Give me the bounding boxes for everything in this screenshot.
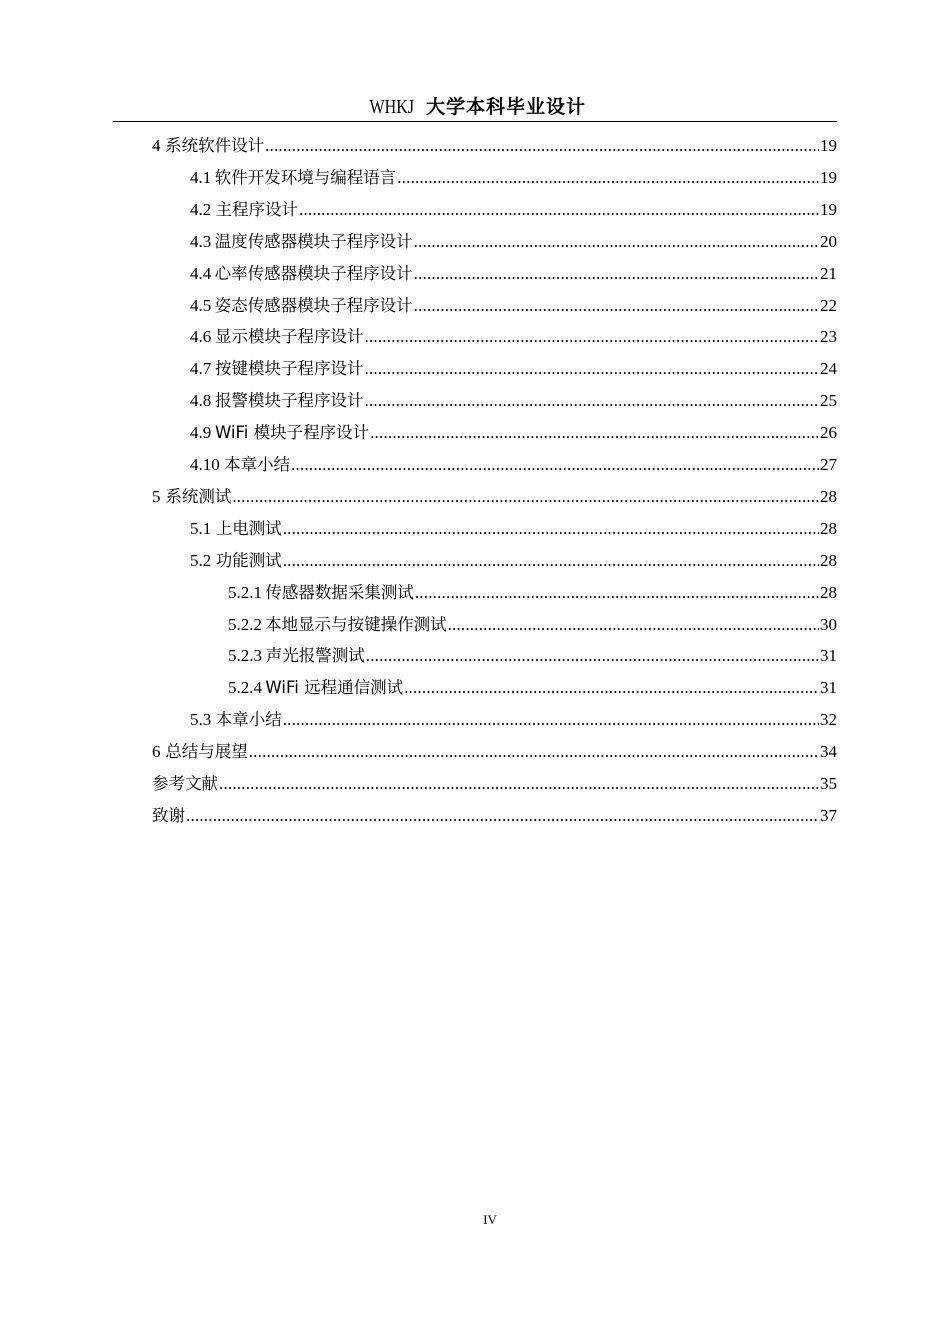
toc-entry-title: 姿态传感器模块子程序设计 <box>214 295 413 315</box>
toc-dot-leader <box>232 481 819 513</box>
toc-entry-page: 28 <box>820 518 837 538</box>
toc-entry[interactable] <box>190 385 837 417</box>
toc-dot-leader <box>366 640 819 672</box>
toc-entry-page: 37 <box>820 805 837 825</box>
header-school-abbrev: WHKJ <box>369 96 414 118</box>
toc-entry[interactable] <box>228 640 837 672</box>
toc-entry-number: 4.7 <box>190 359 212 379</box>
toc-entry-page: 19 <box>820 199 837 219</box>
toc-entry-page: 31 <box>820 678 837 698</box>
toc-entry-number: 4.8 <box>190 391 212 411</box>
toc-entry-number: 6 <box>152 742 161 762</box>
toc-dot-leader <box>283 545 819 577</box>
toc-entry-page: 26 <box>820 423 837 443</box>
toc-entry[interactable] <box>152 130 837 162</box>
toc-entry-page: 30 <box>820 614 837 634</box>
toc-entry-title: 功能测试 <box>215 550 282 570</box>
toc-entry-number: 5.3 <box>190 710 212 730</box>
toc-entry-page: 25 <box>820 391 837 411</box>
toc-dot-leader <box>365 385 820 417</box>
toc-dot-leader <box>186 800 819 832</box>
toc-entry[interactable] <box>190 353 837 385</box>
toc-entry[interactable] <box>152 768 837 800</box>
toc-entry[interactable] <box>190 545 837 577</box>
toc-entry-number: 4.2 <box>190 199 212 219</box>
toc-entry-title: 本章小结 <box>224 455 291 474</box>
header-divider <box>113 121 837 122</box>
toc-entry-title: 按键模块子程序设计 <box>215 359 364 379</box>
page-header <box>113 94 837 120</box>
toc-entry[interactable] <box>190 449 837 481</box>
toc-entry[interactable] <box>190 162 837 194</box>
toc-dot-leader <box>365 353 820 385</box>
toc-entry[interactable] <box>190 417 837 449</box>
toc-entry-number: 4.4 <box>190 263 212 283</box>
toc-entry-page: 24 <box>820 359 837 379</box>
toc-entry-title: 上电测试 <box>215 518 282 538</box>
toc-entry-title: 总结与展望 <box>165 742 248 762</box>
toc-entry-page: 19 <box>820 167 837 187</box>
toc-dot-leader <box>397 162 819 194</box>
toc-entry[interactable] <box>228 577 837 609</box>
toc-entry-page: 23 <box>820 327 837 347</box>
toc-dot-leader <box>414 290 819 322</box>
toc-dot-leader <box>299 194 819 226</box>
toc-entry[interactable] <box>228 609 837 641</box>
toc-entry-number: 5.2.4 <box>228 678 262 698</box>
toc-entry-number: 5.1 <box>190 518 212 538</box>
toc-entry-title: 显示模块子程序设计 <box>215 327 364 347</box>
toc-entry-page: 27 <box>820 455 837 474</box>
page-number: IV <box>483 1212 497 1227</box>
toc-entry-page: 28 <box>820 582 837 602</box>
toc-entry-title: 软件开发环境与编程语言 <box>214 167 397 187</box>
toc-dot-leader <box>414 226 819 258</box>
toc-dot-leader <box>291 449 819 481</box>
toc-entry[interactable] <box>190 226 837 258</box>
toc-dot-leader <box>265 130 819 162</box>
toc-entry-page: 28 <box>820 486 837 506</box>
toc-entry-number: 5.2.1 <box>228 582 262 602</box>
toc-dot-leader <box>448 609 819 641</box>
toc-entry[interactable] <box>190 258 837 290</box>
toc-entry-title: 致谢 <box>152 805 185 825</box>
toc-entry[interactable] <box>190 321 837 353</box>
toc-entry[interactable] <box>190 194 837 226</box>
toc-entry-page: 32 <box>820 710 837 730</box>
toc-entry-title: 心率传感器模块子程序设计 <box>214 263 413 283</box>
toc-entry-title: 传感器数据采集测试 <box>265 582 414 602</box>
toc-entry-number: 4.5 <box>190 295 212 315</box>
toc-dot-leader <box>414 258 819 290</box>
toc-entry-number: 5 <box>152 486 161 506</box>
toc-dot-leader <box>404 672 819 704</box>
toc-entry-title: 主程序设计 <box>215 199 299 219</box>
toc-entry[interactable] <box>152 736 837 768</box>
toc-dot-leader <box>283 513 819 545</box>
toc-entry[interactable] <box>190 513 837 545</box>
toc-dot-leader <box>370 417 819 449</box>
toc-entry[interactable] <box>190 290 837 322</box>
header-title: 大学本科毕业设计 <box>426 96 587 118</box>
toc-entry[interactable] <box>190 704 837 736</box>
toc-entry-number: 4.1 <box>190 167 212 187</box>
toc-entry-title: WiFi 远程通信测试 <box>265 678 404 698</box>
toc-entry-title: 本章小结 <box>215 710 282 730</box>
toc-entry-title: 系统测试 <box>165 486 232 506</box>
toc-dot-leader <box>365 321 820 353</box>
toc-entry[interactable] <box>228 672 837 704</box>
toc-entry-page: 20 <box>820 231 837 251</box>
toc-entry-number: 4.9 <box>190 423 212 443</box>
toc-entry-page: 19 <box>820 136 837 155</box>
toc-entry-title: 声光报警测试 <box>265 646 365 666</box>
toc-entry[interactable] <box>152 800 837 832</box>
toc-entry-number: 4.10 <box>190 455 220 474</box>
toc-dot-leader <box>219 768 819 800</box>
toc-entry-number: 4.6 <box>190 327 212 347</box>
toc-entry-title: 参考文献 <box>152 774 218 793</box>
toc-dot-leader <box>415 577 819 609</box>
toc-entry-page: 35 <box>820 774 837 793</box>
toc-entry-page: 22 <box>820 295 837 315</box>
toc-entry-number: 5.2.3 <box>228 646 262 666</box>
toc-entry-page: 31 <box>820 646 837 666</box>
toc-entry-number: 4.3 <box>190 231 212 251</box>
toc-entry-page: 28 <box>820 550 837 570</box>
toc-entry-title: 报警模块子程序设计 <box>215 391 364 411</box>
toc-entry-title: 系统软件设计 <box>165 136 265 155</box>
toc-entry-number: 5.2 <box>190 550 212 570</box>
toc-entry[interactable] <box>152 481 837 513</box>
toc-entry-title: 温度传感器模块子程序设计 <box>214 231 413 251</box>
toc-entry-title: 本地显示与按键操作测试 <box>265 614 447 634</box>
toc-entry-title: WiFi 模块子程序设计 <box>214 423 370 443</box>
toc-dot-leader <box>283 704 819 736</box>
toc-dot-leader <box>249 736 819 768</box>
toc-entry-page: 21 <box>820 263 837 283</box>
toc-entry-page: 34 <box>820 742 837 762</box>
toc-entry-number: 5.2.2 <box>228 614 262 634</box>
toc-entry-number: 4 <box>152 136 161 155</box>
